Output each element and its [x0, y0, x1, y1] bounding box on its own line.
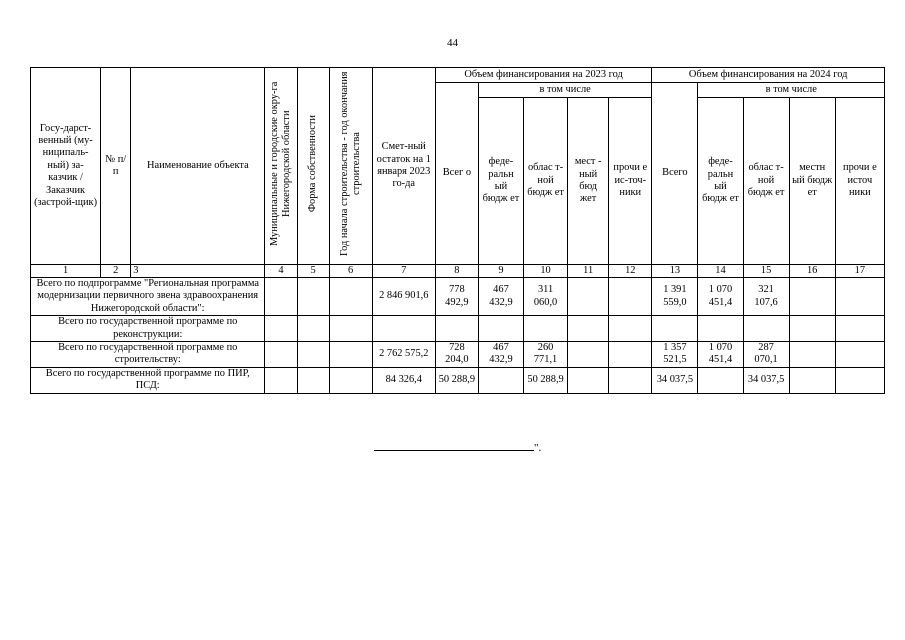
- cell-local-2023: [568, 342, 609, 368]
- closing-line: [374, 441, 541, 454]
- cell-federal-2024: [698, 367, 743, 393]
- cell-total-2023: 50 288,9: [435, 367, 478, 393]
- cell-federal-2023: [478, 367, 523, 393]
- cell-total-2023: 728 204,0: [435, 342, 478, 368]
- cell-local-2024: [789, 316, 835, 342]
- cell-regional-2024: 321 107,6: [743, 278, 789, 316]
- header-regional-2023: облас т-ной бюдж ет: [524, 98, 568, 265]
- row-label: Всего по государственной программе по реконструкции:: [31, 316, 265, 342]
- cell-ownership: [297, 342, 329, 368]
- column-number: 7: [372, 265, 435, 278]
- row-label: Всего по подпрограмме "Региональная программа модернизации первичного звена здравоохранения Нижегородской области":: [31, 278, 265, 316]
- cell-other-2023: [609, 342, 652, 368]
- header-local-2023: мест - ный бюд жет: [568, 98, 609, 265]
- cell-municipal: [265, 342, 297, 368]
- cell-federal-2023: 467 432,9: [478, 342, 523, 368]
- header-customer: Госу-дарст-венный (му-ниципаль-ный) за-казчик / Заказчик (застрой-щик): [31, 68, 101, 265]
- column-number: 3: [131, 265, 265, 278]
- cell-federal-2024: 1 070 451,4: [698, 342, 743, 368]
- column-number: 12: [609, 265, 652, 278]
- column-numbers-row: [31, 265, 885, 278]
- column-number: 1: [31, 265, 101, 278]
- cell-federal-2024: 1 070 451,4: [698, 278, 743, 316]
- table-row-construction: [31, 342, 885, 368]
- cell-regional-2024: 34 037,5: [743, 367, 789, 393]
- header-federal-2024: феде-ральн ый бюдж ет: [698, 98, 743, 265]
- column-number: 11: [568, 265, 609, 278]
- header-total-2024: Всего: [652, 83, 698, 265]
- cell-regional-2023: 260 771,1: [524, 342, 568, 368]
- cell-years: [329, 278, 372, 316]
- cell-federal-2024: [698, 316, 743, 342]
- row-label: Всего по государственной программе по ПИР, ПСД:: [31, 367, 265, 393]
- column-number: 10: [524, 265, 568, 278]
- header-regional-2024: облас т-ной бюдж ет: [743, 98, 789, 265]
- cell-other-2024: [835, 342, 884, 368]
- cell-regional-2024: 287 070,1: [743, 342, 789, 368]
- cell-other-2024: [835, 278, 884, 316]
- cell-balance: 2 762 575,2: [372, 342, 435, 368]
- header-balance: Смет-ный остаток на 1 января 2023 го-да: [372, 68, 435, 265]
- cell-municipal: [265, 278, 297, 316]
- table-row-design: [31, 367, 885, 393]
- page-number: 44: [447, 37, 458, 49]
- cell-balance: 84 326,4: [372, 367, 435, 393]
- header-total-2023: Всег о: [435, 83, 478, 265]
- cell-other-2024: [835, 316, 884, 342]
- cell-local-2024: [789, 342, 835, 368]
- cell-years: [329, 316, 372, 342]
- cell-local-2024: [789, 278, 835, 316]
- cell-ownership: [297, 316, 329, 342]
- column-number: 5: [297, 265, 329, 278]
- header-federal-2023: феде-ральн ый бюдж ет: [478, 98, 523, 265]
- header-fin-2024: Объем финансирования на 2024 год: [652, 68, 885, 83]
- cell-municipal: [265, 367, 297, 393]
- cell-federal-2023: 467 432,9: [478, 278, 523, 316]
- header-including-2024: в том числе: [698, 83, 885, 98]
- cell-years: [329, 342, 372, 368]
- column-number: 9: [478, 265, 523, 278]
- column-number: 6: [329, 265, 372, 278]
- cell-federal-2023: [478, 316, 523, 342]
- cell-years: [329, 367, 372, 393]
- header-other-2024: прочи е источ ники: [835, 98, 884, 265]
- cell-balance: [372, 316, 435, 342]
- cell-total-2024: 1 391 559,0: [652, 278, 698, 316]
- cell-total-2024: [652, 316, 698, 342]
- header-ownership: Форма собственности: [297, 68, 329, 265]
- cell-other-2023: [609, 316, 652, 342]
- cell-total-2024: 34 037,5: [652, 367, 698, 393]
- cell-local-2023: [568, 367, 609, 393]
- signature-underline: [374, 441, 534, 451]
- cell-other-2023: [609, 367, 652, 393]
- cell-ownership: [297, 278, 329, 316]
- header-local-2024: местн ый бюдж ет: [789, 98, 835, 265]
- header-including-2023: в том числе: [478, 83, 651, 98]
- cell-local-2023: [568, 316, 609, 342]
- cell-regional-2024: [743, 316, 789, 342]
- cell-regional-2023: 50 288,9: [524, 367, 568, 393]
- cell-regional-2023: [524, 316, 568, 342]
- row-label: Всего по государственной программе по строительству:: [31, 342, 265, 368]
- header-municipal: Муниципальные и городские окру-га Нижегородской области: [265, 68, 297, 265]
- cell-total-2023: [435, 316, 478, 342]
- header-fin-2023: Объем финансирования на 2023 год: [435, 68, 652, 83]
- cell-municipal: [265, 316, 297, 342]
- column-number: 13: [652, 265, 698, 278]
- cell-balance: 2 846 901,6: [372, 278, 435, 316]
- column-number: 16: [789, 265, 835, 278]
- column-number: 17: [835, 265, 884, 278]
- closing-quote: ".: [534, 442, 542, 454]
- cell-local-2024: [789, 367, 835, 393]
- cell-other-2023: [609, 278, 652, 316]
- cell-total-2024: 1 357 521,5: [652, 342, 698, 368]
- financing-table: [30, 67, 885, 394]
- column-number: 4: [265, 265, 297, 278]
- header-years: Год начала строительства - год окончания строительства: [329, 68, 372, 265]
- cell-total-2023: 778 492,9: [435, 278, 478, 316]
- cell-regional-2023: 311 060,0: [524, 278, 568, 316]
- cell-ownership: [297, 367, 329, 393]
- header-number: № п/п: [101, 68, 131, 265]
- table-row-subprogram: [31, 278, 885, 316]
- header-other-2023: прочи е ис-точ-ники: [609, 98, 652, 265]
- cell-local-2023: [568, 278, 609, 316]
- column-number: 2: [101, 265, 131, 278]
- column-number: 8: [435, 265, 478, 278]
- table-row-reconstruction: [31, 316, 885, 342]
- cell-other-2024: [835, 367, 884, 393]
- header-object-name: Наименование объекта: [131, 68, 265, 265]
- column-number: 15: [743, 265, 789, 278]
- column-number: 14: [698, 265, 743, 278]
